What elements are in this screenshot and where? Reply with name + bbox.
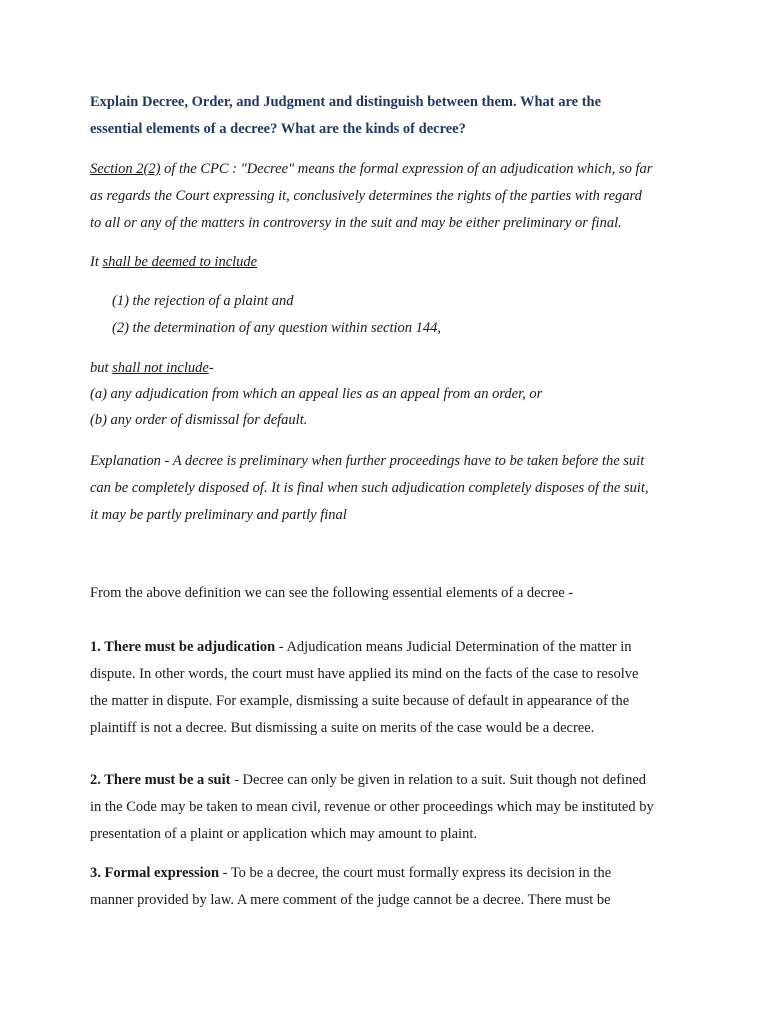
element-1-text: - Adjudication means Judicial Determination of the matter in: [275, 639, 632, 655]
element-3-line-1: [90, 860, 690, 887]
explanation-paragraph: [90, 448, 690, 529]
section-reference: Section 2(2): [90, 161, 161, 177]
explanation-line-2: can be completely disposed of. It is final when such adjudication completely disposes of the suit,: [90, 480, 649, 496]
element-3-title: 3. Formal expression: [90, 865, 220, 881]
definition-line-2: as regards the Court expressing it, conclusively determines the rights of the parties with regard: [90, 188, 642, 204]
exclude-clause: [90, 355, 690, 433]
definition-line-3: to all or any of the matters in controversy in the suit and may be either preliminary or final.: [90, 215, 622, 231]
paragraph-line: dispute. In other words, the court must have applied its mind on the facts of the case to resolve: [90, 666, 639, 682]
list-item: (1) the rejection of a plaint and: [112, 293, 294, 309]
element-2-title: 2. There must be a suit: [90, 772, 231, 788]
element-1-title: 1. There must be adjudication: [90, 639, 276, 655]
paragraph-line: the matter in dispute. For example, dismissing a suite because of default in appearance of the: [90, 693, 630, 709]
definition-line-1: [90, 156, 690, 183]
include-underlined: shall be deemed to include: [102, 254, 258, 270]
heading-line-2: essential elements of a decree? What are the kinds of decree?: [90, 121, 466, 137]
exclude-suffix: -: [208, 360, 214, 376]
element-3-paragraph: [90, 860, 690, 914]
include-clause: [90, 249, 690, 276]
definition-text-1: of the CPC : "Decree" means the formal expression of an adjudication which, so far: [160, 161, 653, 177]
include-prefix: It: [90, 254, 103, 270]
explanation-line-3: it may be partly preliminary and partly final: [90, 507, 347, 523]
definition-paragraph: [90, 156, 690, 237]
intro-paragraph: From the above definition we can see the following essential elements of a decree -: [90, 585, 574, 601]
exclude-prefix: but: [90, 360, 113, 376]
heading-line-1: Explain Decree, Order, and Judgment and distinguish between them. What are the: [90, 94, 602, 110]
element-1-paragraph: [90, 634, 690, 742]
element-1-line-1: [90, 634, 690, 661]
exclude-underlined: shall not include: [112, 360, 209, 376]
exclude-line: [90, 355, 690, 381]
question-heading: [90, 89, 690, 143]
element-2-paragraph: [90, 767, 690, 848]
include-list: [112, 288, 712, 342]
element-2-line-1: [90, 767, 690, 794]
explanation-line-1: Explanation - A decree is preliminary when further proceedings have to be taken before the suit: [90, 453, 645, 469]
paragraph-line: manner provided by law. A mere comment of the judge cannot be a decree. There must be: [90, 892, 611, 908]
list-item: (a) any adjudication from which an appeal lies as an appeal from an order, or: [90, 386, 543, 402]
element-3-text: - To be a decree, the court must formally express its decision in the: [219, 865, 612, 881]
list-item: (2) the determination of any question within section 144,: [112, 320, 442, 336]
paragraph-line: presentation of a plaint or application which may amount to plaint.: [90, 826, 477, 842]
element-2-text: - Decree can only be given in relation to a suit. Suit though not defined: [230, 772, 647, 788]
list-item: (b) any order of dismissal for default.: [90, 412, 308, 428]
paragraph-line: in the Code may be taken to mean civil, revenue or other proceedings which may be instituted by: [90, 799, 654, 815]
paragraph-line: plaintiff is not a decree. But dismissing a suite on merits of the case would be a decree.: [90, 720, 595, 736]
